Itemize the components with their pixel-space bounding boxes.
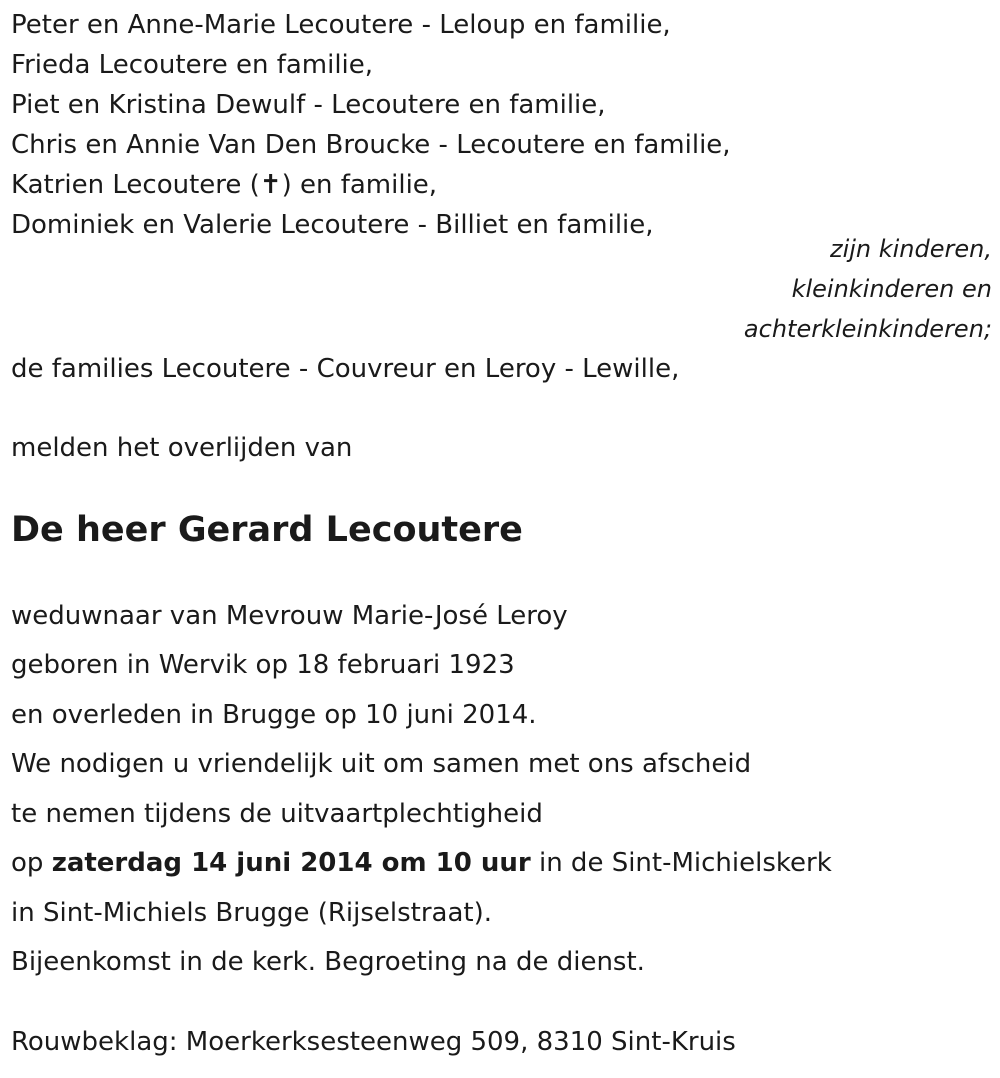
invitation-line-2: te nemen tijdens de uitvaartplechtigheid bbox=[11, 799, 543, 829]
location-line: in Sint-Michiels Brugge (Rijselstraat). bbox=[11, 898, 493, 928]
family-line-2: Frieda Lecoutere en familie, bbox=[11, 50, 374, 80]
condolence-address: Rouwbeklag: Moerkerksesteenweg 509, 8310 Sint-Kruis bbox=[11, 1027, 736, 1057]
family-line-1: Peter en Anne-Marie Lecoutere - Leloup en familie, bbox=[11, 10, 671, 40]
service-prefix: op bbox=[11, 848, 44, 878]
service-datetime: zaterdag 14 juni 2014 om 10 uur bbox=[51, 848, 531, 878]
service-line bbox=[11, 847, 832, 879]
widower-line: weduwnaar van Mevrouw Marie-José Leroy bbox=[11, 601, 568, 631]
death-line: en overleden in Brugge op 10 juni 2014. bbox=[11, 700, 537, 730]
deceased-name: De heer Gerard Lecoutere bbox=[11, 510, 523, 550]
service-suffix: in de Sint-Michielskerk bbox=[538, 848, 832, 878]
family-line-4: Chris en Annie Van Den Broucke - Lecoutere en familie, bbox=[11, 130, 731, 160]
family-line-5: Katrien Lecoutere (✝) en familie, bbox=[11, 170, 438, 200]
gathering-line: Bijeenkomst in de kerk. Begroeting na de dienst. bbox=[11, 947, 645, 977]
family-line-6: Dominiek en Valerie Lecoutere - Billiet en familie, bbox=[11, 210, 654, 240]
birth-line: geboren in Wervik op 18 februari 1923 bbox=[11, 650, 515, 680]
relation-line-2: kleinkinderen en bbox=[791, 275, 992, 303]
family-line-3: Piet en Kristina Dewulf - Lecoutere en familie, bbox=[11, 90, 606, 120]
announcement-line: melden het overlijden van bbox=[11, 433, 353, 463]
extended-family-line: de families Lecoutere - Couvreur en Leroy - Lewille, bbox=[11, 354, 680, 384]
relation-line-1: zijn kinderen, bbox=[829, 235, 992, 263]
invitation-line-1: We nodigen u vriendelijk uit om samen met ons afscheid bbox=[11, 749, 752, 779]
relation-line-3: achterkleinkinderen; bbox=[743, 315, 992, 343]
